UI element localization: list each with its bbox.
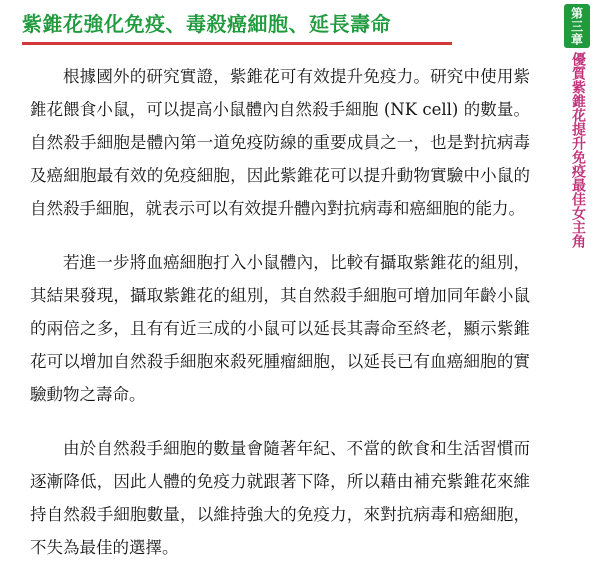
heading-underline	[22, 42, 452, 45]
chapter-side-title: 優質紫錐花提升免疫最佳女主角	[570, 52, 586, 248]
paragraph-3: 由於自然殺手細胞的數量會隨著年紀、不當的飲食和生活習慣而逐漸降低，因此人體的免疫力就跟著下降，所以藉由補充紫錐花來維持自然殺手細胞數量，以維持強大的免疫力，來對抗病毒和癌細胞，不失為最佳的選擇。	[30, 439, 530, 557]
section-heading: 紫錐花強化免疫、毒殺癌細胞、延長壽命	[22, 12, 391, 36]
paragraph-1: 根據國外的研究實證，紫錐花可有效提升免疫力。研究中使用紫錐花餵食小鼠，可以提高小鼠體內自然殺手細胞 (NK cell) 的數量。自然殺手細胞是體內第一道免疫防線的重要成員之一，也是對抗病毒及癌細胞最有效的免疫細胞，因此紫錐花可以提升動物實驗中小鼠的自然殺手細胞，就表示可以有效提升體內對抗病毒和癌細胞的能力。	[30, 67, 530, 218]
chapter-tab: 第三章	[564, 4, 590, 48]
body-text	[30, 60, 530, 585]
chapter-sidebar	[556, 0, 600, 575]
paragraph-2: 若進一步將血癌細胞打入小鼠體內，比較有攝取紫錐花的組別，其結果發現，攝取紫錐花的組別，其自然殺手細胞可增加同年齡小鼠的兩倍之多，且有有近三成的小鼠可以延長其壽命至終老，顯示紫錐花可以增加自然殺手細胞來殺死腫瘤細胞，以延長已有血癌細胞的實驗動物之壽命。	[30, 253, 530, 404]
